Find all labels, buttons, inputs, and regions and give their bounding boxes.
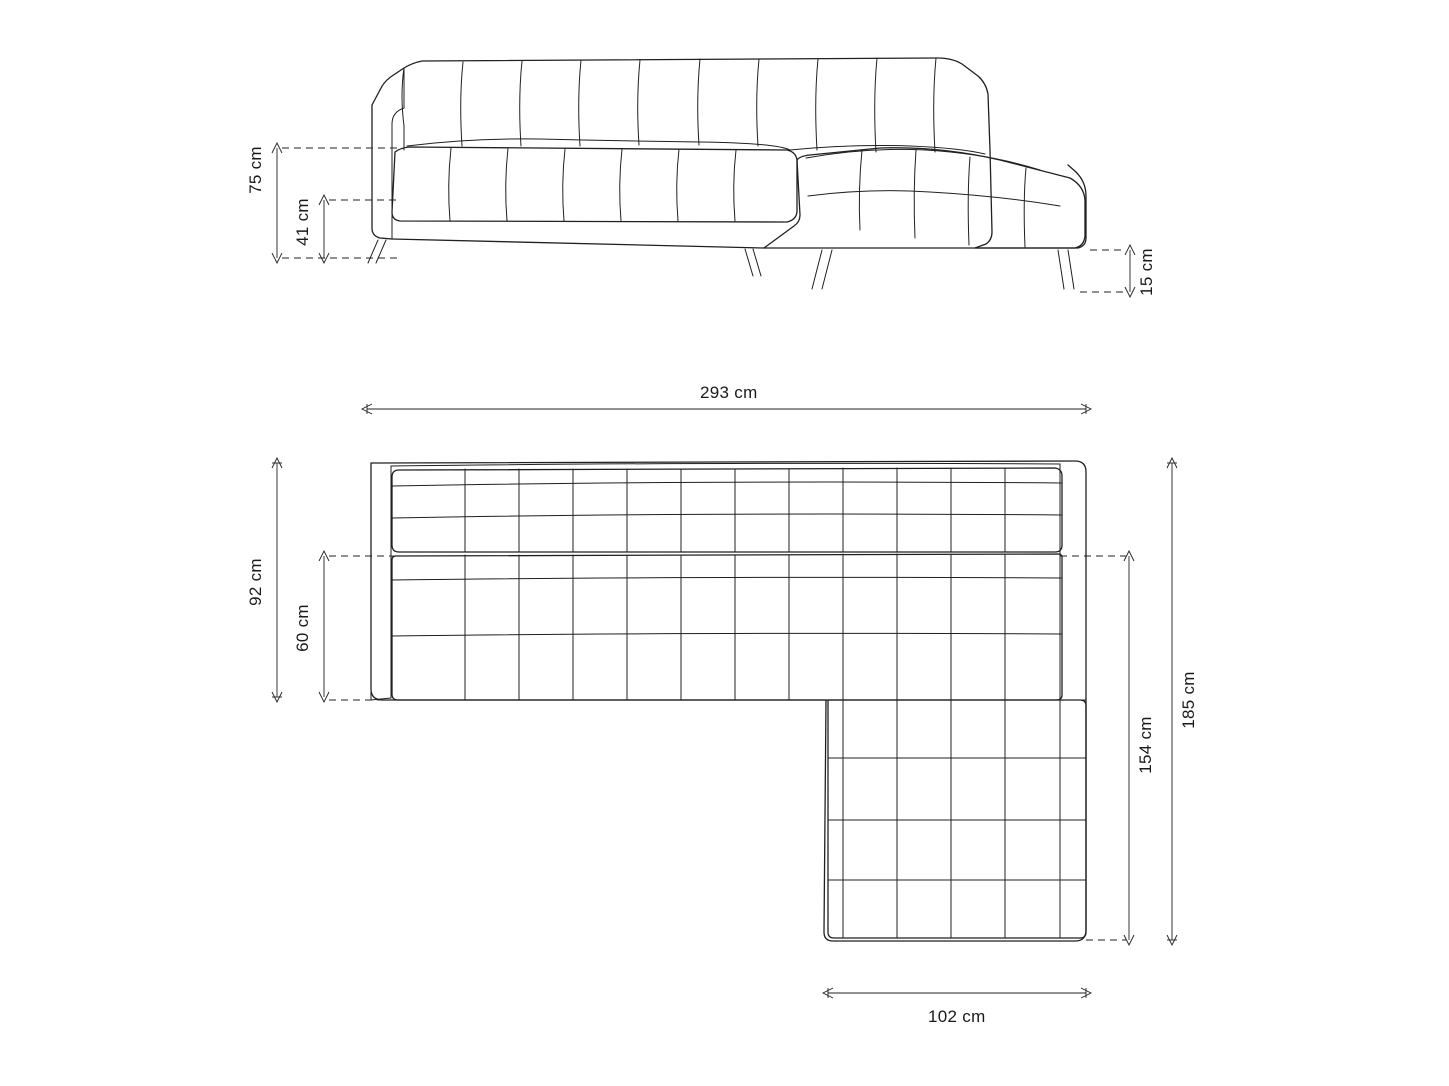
dimension-label-leg-height: 15 cm	[1136, 248, 1156, 296]
dimension-label-chaise-depth: 154 cm	[1135, 716, 1155, 774]
dimension-label-seat-depth: 60 cm	[292, 604, 312, 652]
dimension-label-total-height: 75 cm	[245, 146, 265, 194]
dimension-label-back-depth: 92 cm	[245, 558, 265, 606]
dimension-label-seat-height: 41 cm	[292, 198, 312, 246]
front-elevation-view	[272, 58, 1135, 297]
dimension-label-chaise-width: 102 cm	[928, 1007, 986, 1026]
dimension-label-total-width: 293 cm	[700, 383, 758, 402]
top-plan-view	[272, 404, 1177, 998]
dimension-label-total-depth: 185 cm	[1178, 671, 1198, 729]
